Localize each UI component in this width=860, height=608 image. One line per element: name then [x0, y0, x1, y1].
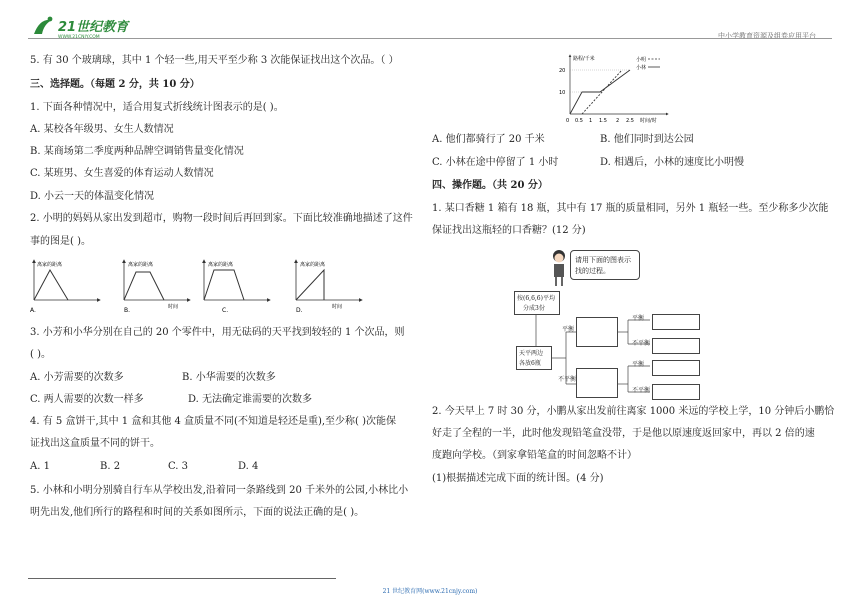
chart-ytick-10: 10: [559, 90, 566, 96]
flow-unbalance-2: 不平衡: [632, 340, 651, 347]
q5-option-a: A. 他们都骑行了 20 千米: [432, 134, 545, 145]
graph-c-title: 离家的距离: [208, 262, 234, 268]
graph-d: [296, 260, 362, 314]
q3-option-d: D. 无法确定谁需要的次数多: [188, 394, 313, 405]
graph-a-title: 离家的距离: [37, 262, 63, 268]
flow-start-line1: 按(6,6,6)平均: [517, 295, 555, 302]
chart-xtick-0-5: 0.5: [575, 118, 583, 124]
graph-a-label: A.: [30, 307, 36, 314]
graph-c: [204, 260, 270, 314]
op2-sub1: (1)根据描述完成下面的统计图。(4 分): [432, 473, 604, 484]
graph-b-label: B.: [124, 307, 131, 314]
legend-xiaoming: 小明: [636, 57, 647, 63]
graph-d-label: D.: [296, 307, 303, 314]
q3-option-c: C. 两人需要的次数一样多: [30, 394, 144, 405]
flow-balance-2: 平衡: [632, 315, 645, 322]
chart-ylabel: 路程/千米: [573, 56, 595, 62]
bubble-line2: 找的过程。: [575, 267, 610, 275]
q3-stem-line1: 3. 小芳和小华分别在自己的 20 个零件中，用无砝码的天平找到较轻的 1 个次品，则: [30, 327, 405, 338]
flow-answer-box-2: [576, 368, 618, 398]
graph-d-title: 离家的距离: [300, 262, 326, 268]
flow-balance-1: 平衡: [562, 326, 575, 333]
graph-b: [124, 260, 190, 314]
q5-distance-time-chart: [556, 52, 674, 124]
op2-stem-line1: 2. 今天早上 7 时 30 分，小鹏从家出发前往离家 1000 米远的学校上学，10 分钟后小鹏恰: [432, 406, 835, 417]
graph-c-label: C.: [222, 307, 229, 314]
graph-b-xlabel: 时间: [168, 304, 179, 310]
legend-xiaolin: 小林: [636, 65, 647, 71]
chart-xtick-0: 0: [566, 118, 570, 124]
flow-answer-box-5: [652, 360, 700, 376]
q1-stem: 1. 下面各种情况中，适合用复式折线统计图表示的是( )。: [30, 102, 284, 113]
q2-graphs: [28, 256, 388, 318]
flow-weigh-line1: 天平两边: [519, 350, 544, 357]
graph-d-xlabel: 时间: [332, 304, 343, 310]
q4-stem-line2: 证找出这盒质量不同的饼干。: [30, 438, 160, 449]
q5-option-d: D. 相遇后，小林的速度比小明慢: [600, 157, 745, 168]
flow-unbalance-1: 不平衡: [558, 376, 577, 383]
flow-balance-3: 平衡: [632, 361, 645, 368]
chart-ytick-20: 20: [559, 68, 566, 74]
flow-weigh-box: [516, 346, 552, 370]
logo-subtext: WWW.21CNJY.COM: [58, 35, 100, 40]
q4-stem-line1: 4. 有 5 盒饼干,其中 1 盒和其他 4 盒质量不同(不知道是轻还是重),至少称( )次能保: [30, 416, 397, 427]
q2-stem-line1: 2. 小明的妈妈从家出发到超市，购物一段时间后再回到家。下面比较准确地描述了这件: [30, 213, 413, 224]
header-platform-text: 中小学教育资源及组卷应用平台: [718, 32, 816, 40]
q1-option-a: A. 某校各年级男、女生人数情况: [30, 124, 174, 135]
chart-xtick-1: 1: [589, 118, 593, 124]
q1-option-d: D. 小云一天的体温变化情况: [30, 191, 155, 202]
op1-stem-line1: 1. 某口香糖 1 箱有 18 瓶，其中有 17 瓶的质量相同，另外 1 瓶轻一些。至少称多少次能: [432, 203, 829, 214]
q5-prev: 5. 有 30 个玻璃球，其中 1 个轻一些,用天平至少称 3 次能保证找出这个次品。（ ）: [30, 55, 399, 66]
speech-bubble: [570, 250, 640, 280]
bubble-line1: 请用下面的图表示: [575, 256, 631, 264]
flow-answer-box-6: [652, 384, 700, 400]
logo-text: 21世纪教育: [58, 20, 129, 35]
q4-option-b: B. 2: [100, 461, 121, 472]
q3-option-a: A. 小芳需要的次数多: [30, 372, 124, 383]
flow-answer-box-4: [652, 338, 700, 354]
flow-weigh-line2: 各放6瓶: [519, 360, 541, 367]
op2-stem-line3: 度跑向学校。（到家拿铅笔盒的时间忽略不计）: [432, 450, 637, 461]
q2-stem-line2: 事的图是( )。: [30, 236, 91, 247]
flow-start-line2: 分成3份: [523, 305, 545, 312]
flow-answer-box-1: [576, 317, 618, 347]
q5-option-b: B. 他们同时到达公园: [600, 134, 694, 145]
footer-divider: [28, 578, 336, 579]
chart-xtick-2: 2: [616, 118, 620, 124]
site-logo: [30, 14, 140, 40]
header-divider: [28, 38, 832, 39]
op2-stem-line2: 好走了全程的一半，此时他发现铅笔盒没带，于是他以原速度返回家中，再以 2 倍的速: [432, 428, 815, 439]
flow-answer-box-3: [652, 314, 700, 330]
q3-option-b: B. 小华需要的次数多: [182, 372, 276, 383]
q5-stem-line1: 5. 小林和小明分别骑自行车从学校出发,沿着同一条路线到 20 千米外的公园,小林比小: [30, 485, 409, 496]
section3-title: 三、选择题。（每题 2 分，共 10 分）: [30, 79, 200, 90]
graph-a: [30, 260, 100, 314]
graph-b-title: 离家的距离: [128, 262, 154, 268]
q1-option-b: B. 某商场第二季度两种品牌空调销售量变化情况: [30, 146, 244, 157]
q3-stem-line2: ( )。: [30, 349, 51, 360]
section4-title: 四、操作题。（共 20 分）: [432, 180, 548, 191]
q5-stem-line2: 明先出发,他们所行的路程和时间的关系如图所示，下面的说法正确的是( )。: [30, 507, 365, 518]
chart-xtick-2-5: 2.5: [626, 118, 634, 124]
q4-option-d: D. 4: [238, 461, 259, 472]
flow-start-box: [514, 291, 560, 315]
flow-unbalance-3: 不平衡: [632, 387, 651, 394]
chart-xtick-1-5: 1.5: [599, 118, 607, 124]
footer-text[interactable]: 21 世纪教育网(www.21cnjy.com): [382, 588, 478, 595]
op1-stem-line2: 保证找出这瓶轻的口香糖？(12 分): [432, 225, 586, 236]
q4-option-c: C. 3: [168, 461, 189, 472]
chart-xunit: 时间/时: [640, 118, 657, 124]
q1-option-c: C. 某班男、女生喜爱的体育运动人数情况: [30, 168, 214, 179]
q5-option-c: C. 小林在途中停留了 1 小时: [432, 157, 559, 168]
q4-option-a: A. 1: [30, 461, 50, 472]
